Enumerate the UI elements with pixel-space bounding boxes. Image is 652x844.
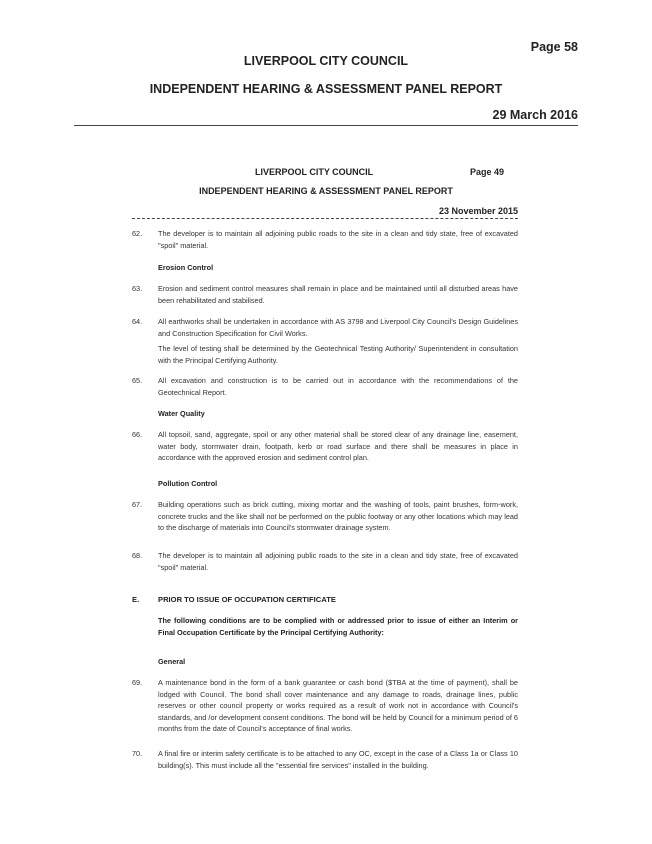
condition-text: A maintenance bond in the form of a bank guarantee or cash bond ($TBA at the time of payment), shall be lodged with Council. The bond shall cover maintenance and any damage to roads, drainage lines, public reserves or other council property or works required as a result of work not in accordance with Council's standards, and /or development consent conditions. The bond will be held by Council for a minimum period of 6 months from the date of Council's acceptance of final works. bbox=[158, 678, 518, 733]
inner-report-date: 23 November 2015 bbox=[438, 206, 518, 216]
report-title: INDEPENDENT HEARING & ASSESSMENT PANEL REPORT bbox=[149, 82, 503, 96]
condition-number: 66. bbox=[132, 430, 143, 439]
subheading-pollution-control: Pollution Control bbox=[158, 479, 218, 488]
inner-page-number: Page 49 bbox=[470, 167, 505, 177]
condition-number: 70. bbox=[132, 749, 143, 758]
inner-report-title: INDEPENDENT HEARING & ASSESSMENT PANEL REPORT bbox=[199, 186, 453, 196]
condition-number: 68. bbox=[132, 551, 143, 560]
condition-text: A final fire or interim safety certificate is to be attached to any OC, except in the case of a Class 1a or Class 10 building(s). This must include all the "essential fire services" installed in the building. bbox=[158, 749, 518, 770]
condition-text: Erosion and sediment control measures shall remain in place and be maintained until all disturbed areas have been rehabilitated and stabilised. bbox=[158, 284, 518, 305]
condition-text: Building operations such as brick cutting, mixing mortar and the washing of tools, paint brushes, form-work, concrete trucks and the like shall not be performed on the public footway or any other locations which may lead to the discharge of materials into Council's stormwater drainage system. bbox=[158, 500, 518, 532]
condition-text: All excavation and construction is to be carried out in accordance with the recommendations of the Geotechnical Report. bbox=[158, 376, 518, 397]
condition-number: 63. bbox=[132, 284, 143, 293]
condition-number: 67. bbox=[132, 500, 143, 509]
subheading-erosion-control: Erosion Control bbox=[158, 263, 214, 272]
condition-text: All earthworks shall be undertaken in accordance with AS 3798 and Liverpool City Council's Design Guidelines and Construction Specification for Civil Works. bbox=[158, 317, 518, 338]
section-intro: The following conditions are to be complied with or addressed prior to issue of either an Interim or Final Occupation Certificate by the Principal Certifying Authority: bbox=[158, 616, 518, 637]
condition-number: 69. bbox=[132, 678, 143, 687]
condition-text: All topsoil, sand, aggregate, spoil or any other material shall be stored clear of any drainage line, easement, water body, stormwater drain, footpath, kerb or road surface and there shall be measures in place in accordance with the approved erosion and sediment control plan. bbox=[158, 430, 518, 462]
condition-number: 64. bbox=[132, 317, 143, 326]
page-number: Page 58 bbox=[530, 40, 578, 54]
subheading-water-quality: Water Quality bbox=[158, 409, 205, 418]
condition-text: The developer is to maintain all adjoining public roads to the site in a clean and tidy state, free of excavated "spoil" material. bbox=[158, 229, 518, 250]
condition-number: 62. bbox=[132, 229, 143, 238]
condition-text-continued: The level of testing shall be determined by the Geotechnical Testing Authority/ Superintendent in consultation with the Principal Certifying Authority. bbox=[158, 344, 518, 365]
council-name: LIVERPOOL CITY COUNCIL bbox=[243, 54, 409, 68]
inner-header-divider bbox=[132, 218, 518, 219]
condition-text: The developer is to maintain all adjoining public roads to the site in a clean and tidy state, free of excavated "spoil" material. bbox=[158, 551, 518, 572]
section-letter: E. bbox=[132, 595, 140, 604]
header-divider bbox=[74, 125, 578, 126]
inner-council-name: LIVERPOOL CITY COUNCIL bbox=[255, 167, 374, 177]
section-title: PRIOR TO ISSUE OF OCCUPATION CERTIFICATE bbox=[158, 595, 336, 604]
subheading-general: General bbox=[158, 657, 186, 666]
report-date: 29 March 2016 bbox=[492, 108, 578, 122]
condition-number: 65. bbox=[132, 376, 143, 385]
